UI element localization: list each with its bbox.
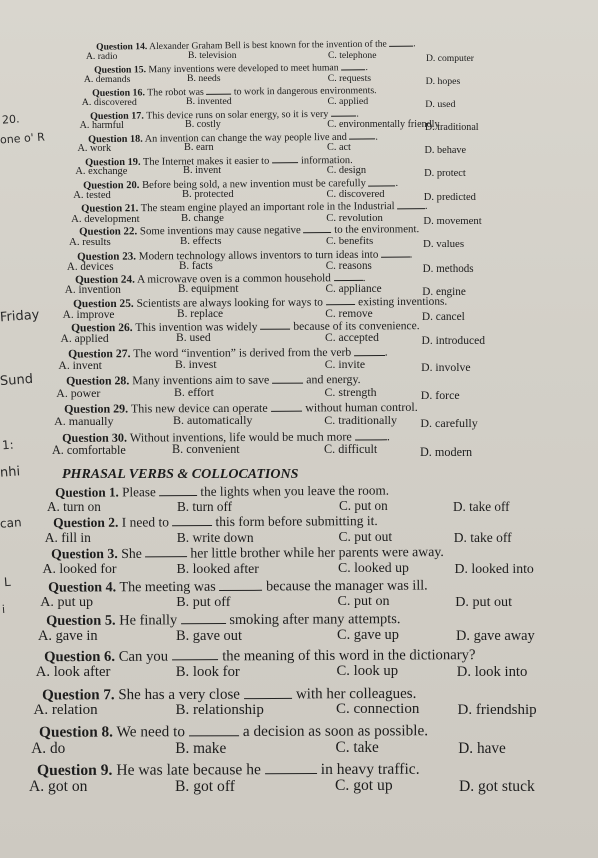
answer-blank[interactable] — [243, 684, 292, 699]
question-text: Without inventions, life would be much more — [127, 429, 355, 445]
answer-blank[interactable] — [189, 721, 239, 736]
question-text: She — [117, 545, 145, 561]
answer-blank[interactable] — [206, 85, 231, 95]
question-text: A microwave oven is a common household — [134, 272, 334, 286]
question-number: Question 1. — [55, 484, 119, 500]
answer-option-b[interactable]: B. make — [175, 739, 227, 757]
answer-option-b[interactable]: B. looked after — [176, 560, 259, 576]
answer-blank[interactable] — [265, 759, 317, 774]
question-number: Question 23. — [76, 250, 136, 263]
answer-option-d[interactable]: D. modern — [420, 445, 473, 460]
question-number: Question 14. — [96, 41, 148, 53]
question-number: Question 17. — [89, 110, 144, 123]
answer-option-b[interactable]: B. turn off — [177, 499, 233, 515]
answer-option-c[interactable]: C. invite — [324, 357, 366, 371]
question-text-end: . — [374, 131, 378, 143]
answer-option-c[interactable]: C. connection — [336, 701, 420, 718]
question-number: Question 6. — [43, 648, 115, 666]
question-text-end: . — [413, 38, 416, 50]
question-text-end: without human control. — [302, 399, 418, 415]
question-text: Some inventions may cause negative — [137, 224, 304, 238]
answer-option-a[interactable]: A. improve — [62, 308, 115, 321]
answer-option-c[interactable]: C. environmentally friendly — [327, 119, 440, 131]
question-line — [90, 106, 359, 122]
answer-option-b[interactable]: B. earn — [184, 142, 214, 154]
answer-option-b[interactable]: B. needs — [187, 72, 221, 84]
answer-option-d[interactable]: D. behave — [424, 145, 467, 157]
answer-option-a[interactable]: A. work — [77, 143, 112, 155]
answer-option-d[interactable]: D. have — [458, 739, 506, 757]
answer-option-c[interactable]: C. design — [326, 165, 367, 177]
answer-option-d[interactable]: D. force — [420, 388, 460, 403]
answer-option-c[interactable]: C. put out — [338, 528, 393, 544]
question-text-end: a decision as soon as possible. — [239, 722, 429, 740]
question-text-end: . — [355, 108, 359, 120]
question-text-end: . — [386, 429, 390, 444]
question-line — [73, 293, 447, 310]
answer-blank[interactable] — [145, 544, 187, 558]
answer-option-b[interactable]: B. used — [176, 331, 211, 344]
answer-option-c[interactable]: C. revolution — [326, 211, 383, 224]
question-line — [53, 512, 378, 531]
answer-option-a[interactable]: A. radio — [86, 50, 118, 62]
question-text-end: . — [395, 177, 399, 189]
answer-option-d[interactable]: D. gave away — [456, 627, 535, 644]
question-text: He was late because he — [112, 761, 265, 779]
answer-option-c[interactable]: C. benefits — [326, 234, 374, 247]
answer-blank[interactable] — [381, 246, 410, 257]
question-text-end: in heavy traffic. — [316, 760, 420, 779]
answer-option-b[interactable]: B. replace — [177, 307, 224, 320]
margin-note: Friday — [0, 307, 40, 326]
answer-option-d[interactable]: D. values — [423, 237, 465, 250]
answer-option-d[interactable]: D. hopes — [425, 75, 461, 87]
answer-option-d[interactable]: D. methods — [422, 263, 474, 276]
answer-blank[interactable] — [330, 106, 356, 116]
answer-option-d[interactable]: D. got stuck — [459, 777, 535, 795]
answer-option-c[interactable]: C. discovered — [326, 188, 385, 200]
answer-option-c[interactable]: C. traditionally — [324, 413, 398, 428]
answer-option-b[interactable]: B. invest — [175, 357, 217, 371]
answer-option-d[interactable]: D. take off — [453, 499, 510, 515]
answer-blank[interactable] — [171, 646, 218, 660]
answer-option-d[interactable]: D. computer — [426, 52, 474, 64]
answer-option-d[interactable]: D. predicted — [423, 191, 476, 203]
answer-option-c[interactable]: C. difficult — [324, 442, 378, 457]
question-text-end: because the manager was ill. — [262, 577, 428, 595]
answer-blank[interactable] — [181, 610, 226, 624]
question-number: Question 21. — [81, 202, 139, 215]
question-number: Question 26. — [70, 321, 133, 335]
answer-option-b[interactable]: B. costly — [185, 119, 221, 131]
answer-blank[interactable] — [303, 222, 331, 233]
answer-option-a[interactable]: A. got on — [29, 777, 88, 795]
answer-option-a[interactable]: A. power — [56, 386, 101, 401]
answer-option-c[interactable]: C. applied — [327, 95, 369, 107]
answer-option-c[interactable]: C. put on — [339, 498, 388, 514]
answer-option-a[interactable]: A. tested — [73, 189, 111, 201]
answer-option-d[interactable]: D. introduced — [421, 334, 485, 347]
answer-option-b[interactable]: B. television — [188, 49, 237, 61]
question-text-end: . — [385, 345, 389, 359]
answer-blank[interactable] — [271, 400, 303, 412]
question-text: He finally — [115, 612, 181, 629]
answer-option-d[interactable]: D. cancel — [421, 310, 465, 323]
answer-option-b[interactable]: B. look for — [175, 663, 240, 680]
answer-option-c[interactable]: C. telephone — [328, 49, 377, 61]
answer-option-d[interactable]: D. protect — [424, 168, 466, 180]
answer-option-b[interactable]: B. invented — [186, 95, 232, 107]
answer-blank[interactable] — [219, 577, 262, 591]
answer-option-d[interactable]: D. traditional — [424, 122, 479, 134]
question-text: The steam engine played an important role in the Industrial — [138, 200, 398, 215]
answer-option-c[interactable]: C. reasons — [325, 260, 372, 273]
margin-note: 20. — [1, 112, 20, 127]
answer-option-a[interactable]: A. demands — [83, 73, 131, 85]
answer-option-d[interactable]: D. friendship — [457, 702, 537, 719]
question-text-end: existing inventions. — [354, 295, 447, 309]
answer-blank[interactable] — [172, 513, 212, 526]
question-text-end: because of its convenience. — [289, 320, 420, 333]
question-number: Question 15. — [93, 64, 147, 76]
answer-option-b[interactable]: B. write down — [176, 529, 254, 545]
question-text: The Internet makes it easier to — [140, 155, 273, 168]
answer-blank[interactable] — [260, 319, 290, 331]
section-heading: PHRASAL VERBS & COLLOCATIONS — [62, 467, 299, 482]
answer-option-a[interactable]: A. development — [71, 212, 140, 225]
question-text-end: . — [409, 248, 413, 261]
answer-option-c[interactable]: C. requests — [327, 72, 372, 84]
question-text-end: her little brother while her parents were away. — [186, 544, 444, 561]
question-number: Question 3. — [50, 545, 118, 562]
answer-blank[interactable] — [272, 372, 303, 384]
question-text: Many inventions aim to save — [129, 372, 273, 388]
question-text: She has a very close — [114, 686, 244, 704]
answer-option-a[interactable]: A. turn on — [47, 499, 101, 515]
answer-option-a[interactable]: A. devices — [66, 261, 114, 274]
answer-option-d[interactable]: D. carefully — [420, 416, 478, 431]
question-text-end: smoking after many attempts. — [225, 611, 401, 629]
question-text: Modern technology allows inventors to turn ideas into — [135, 248, 382, 263]
answer-option-a[interactable]: A. relation — [33, 702, 98, 719]
question-text-end: with her colleagues. — [291, 685, 416, 703]
question-text-end: to work in dangerous environments. — [231, 85, 377, 98]
margin-note: one o' R — [0, 130, 46, 147]
question-text: This new device can operate — [128, 400, 271, 416]
margin-note: can — [0, 515, 23, 531]
question-text: Alexander Graham Bell is best known for the invention of the — [147, 38, 390, 53]
question-text-end: to the environment. — [331, 223, 420, 236]
answer-option-a[interactable]: A. comfortable — [52, 443, 126, 458]
answer-option-c[interactable]: C. put on — [337, 593, 390, 610]
question-number: Question 7. — [41, 687, 115, 704]
question-number: Question 5. — [46, 612, 116, 629]
answer-option-d[interactable]: D. movement — [423, 214, 482, 227]
question-text: I need to — [118, 514, 173, 530]
answer-option-c[interactable]: C. accepted — [325, 331, 379, 344]
answer-option-b[interactable]: B. automatically — [173, 413, 253, 428]
answer-option-a[interactable]: A. exchange — [75, 166, 128, 178]
answer-option-b[interactable]: B. convenient — [172, 442, 240, 457]
question-number: Question 8. — [39, 723, 114, 741]
question-text-end: this form before submitting it. — [211, 513, 378, 530]
question-text: We need to — [113, 723, 190, 741]
answer-option-c[interactable]: C. act — [327, 142, 351, 154]
answer-option-b[interactable]: B. put off — [176, 594, 231, 611]
answer-option-a[interactable]: A. put up — [40, 594, 94, 611]
answer-option-b[interactable]: B. effects — [180, 234, 222, 247]
question-text: An invention can change the way people live and — [142, 131, 349, 145]
answer-blank[interactable] — [349, 129, 375, 139]
answer-option-b[interactable]: B. change — [181, 211, 224, 224]
question-text-end: . — [365, 62, 368, 74]
answer-option-b[interactable]: B. gave out — [176, 627, 242, 644]
question-number: Question 24. — [74, 273, 135, 287]
question-number: Question 19. — [85, 156, 142, 169]
answer-option-a[interactable]: A. results — [69, 235, 111, 248]
answer-option-d[interactable]: D. look into — [456, 663, 528, 680]
answer-option-d[interactable]: D. looked into — [454, 560, 534, 576]
question-text-end: information. — [298, 154, 354, 167]
answer-option-b[interactable]: B. equipment — [178, 283, 239, 296]
answer-blank[interactable] — [355, 428, 387, 440]
margin-note: Sund — [0, 371, 34, 390]
answer-option-d[interactable]: D. used — [425, 98, 456, 110]
question-text: This invention was widely — [132, 321, 260, 334]
answer-option-a[interactable]: A. discovered — [81, 96, 137, 108]
question-number: Question 18. — [87, 133, 143, 146]
answer-option-c[interactable]: C. got up — [335, 776, 393, 794]
question-text: The meeting was — [116, 578, 220, 596]
question-text: Please — [118, 484, 160, 500]
answer-option-b[interactable]: B. relationship — [175, 702, 264, 719]
answer-option-c[interactable]: C. appliance — [325, 283, 382, 296]
question-text: Before being sold, a new invention must be carefully — [139, 178, 369, 192]
question-text-end: the lights when you leave the room. — [197, 482, 390, 499]
answer-blank[interactable] — [159, 483, 197, 496]
question-text: Can you — [114, 648, 172, 665]
answer-blank[interactable] — [355, 344, 386, 356]
question-number: Question 20. — [83, 180, 140, 192]
answer-option-a[interactable]: A. invention — [64, 284, 121, 297]
question-text: The robot was — [144, 86, 207, 99]
answer-blank[interactable] — [272, 153, 299, 164]
answer-option-d[interactable]: D. put out — [455, 594, 513, 611]
question-text: The word “invention” is derived from the verb — [130, 345, 355, 361]
answer-blank[interactable] — [341, 60, 366, 70]
answer-option-a[interactable]: A. gave in — [38, 627, 98, 644]
answer-option-c[interactable]: C. take — [335, 738, 379, 756]
margin-note: 1: — [1, 437, 15, 453]
question-text: Many inventions were developed to meet human — [145, 62, 341, 76]
answer-option-a[interactable]: A. manually — [54, 414, 114, 429]
answer-option-a[interactable]: A. fill in — [44, 529, 91, 545]
answer-option-d[interactable]: D. involve — [421, 360, 471, 374]
question-text: This device runs on solar energy, so it is very — [143, 108, 331, 122]
answer-option-d[interactable]: D. engine — [422, 286, 466, 299]
answer-option-a[interactable]: A. looked for — [42, 560, 117, 576]
question-number: Question 2. — [52, 514, 119, 531]
answer-option-a[interactable]: A. harmful — [79, 120, 124, 132]
margin-note: L — [3, 574, 12, 590]
margin-note: i — [1, 602, 6, 617]
question-number: Question 25. — [72, 297, 134, 311]
question-text-end: . — [424, 199, 428, 212]
answer-option-a[interactable]: A. do — [31, 739, 66, 757]
question-number: Question 16. — [91, 87, 145, 99]
answer-option-c[interactable]: C. gave up — [337, 626, 399, 643]
question-text-end: the meaning of this word in the dictionary? — [218, 647, 476, 665]
question-number: Question 28. — [66, 373, 130, 388]
answer-option-c[interactable]: C. strength — [324, 385, 377, 400]
question-number: Question 4. — [48, 579, 117, 596]
answer-blank[interactable] — [333, 270, 362, 281]
question-number: Question 22. — [79, 225, 138, 238]
margin-note: nhi — [0, 464, 21, 481]
answer-option-b[interactable]: B. invent — [183, 165, 222, 177]
answer-blank[interactable] — [389, 37, 413, 47]
question-text: Scientists are always looking for ways to — [133, 296, 326, 310]
answer-option-a[interactable]: A. applied — [60, 332, 109, 345]
answer-option-c[interactable]: C. remove — [325, 307, 373, 320]
question-number: Question 9. — [37, 761, 113, 780]
question-text-end: . — [362, 272, 366, 285]
answer-option-c[interactable]: C. look up — [336, 662, 399, 679]
question-text-end: and energy. — [303, 371, 361, 387]
answer-option-a[interactable]: A. look after — [35, 663, 111, 680]
answer-option-c[interactable]: C. looked up — [338, 559, 409, 575]
answer-option-b[interactable]: B. protected — [182, 188, 234, 200]
answer-blank[interactable] — [325, 294, 355, 305]
answer-blank[interactable] — [397, 198, 425, 209]
question-number: Question 29. — [64, 401, 129, 416]
answer-option-b[interactable]: B. facts — [179, 260, 213, 273]
question-number: Question 30. — [62, 430, 128, 445]
answer-blank[interactable] — [369, 175, 396, 186]
question-number: Question 27. — [68, 347, 131, 361]
answer-option-b[interactable]: B. got off — [175, 777, 235, 795]
answer-option-d[interactable]: D. take off — [453, 529, 512, 545]
answer-option-b[interactable]: B. effort — [174, 385, 214, 400]
answer-option-a[interactable]: A. invent — [58, 358, 102, 372]
